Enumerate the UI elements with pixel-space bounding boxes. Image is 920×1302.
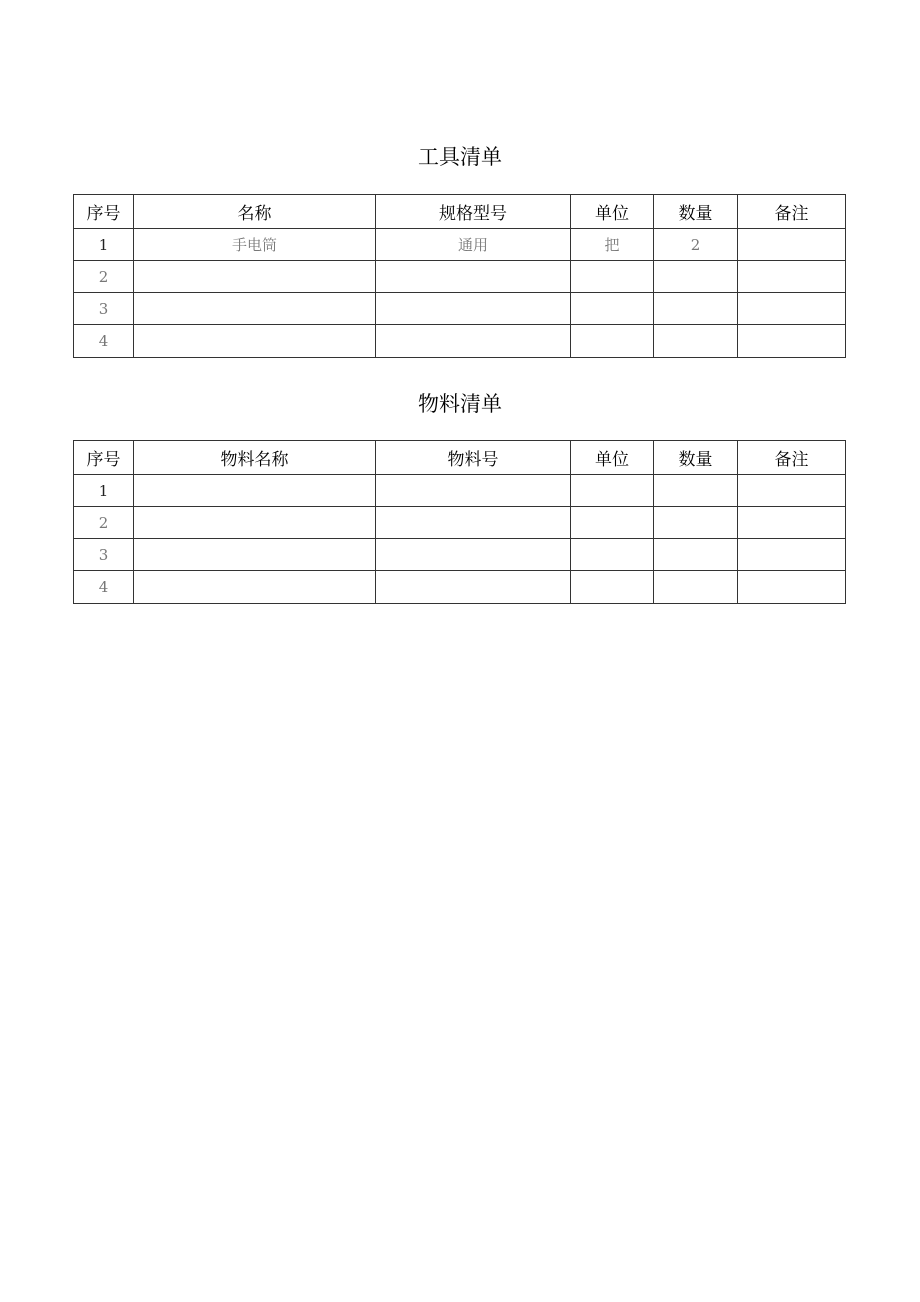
cell-remark <box>738 539 846 571</box>
cell-material-number <box>376 475 571 507</box>
cell-remark <box>738 507 846 539</box>
cell-unit <box>571 571 654 604</box>
header-cell-index: 序号 <box>74 195 134 229</box>
cell-spec: 通用 <box>376 229 571 261</box>
cell-quantity <box>654 475 738 507</box>
header-cell-remark: 备注 <box>738 195 846 229</box>
cell-quantity <box>654 507 738 539</box>
cell-quantity <box>654 571 738 604</box>
cell-spec <box>376 293 571 325</box>
header-cell-unit: 单位 <box>571 441 654 475</box>
cell-remark <box>738 261 846 293</box>
cell-name <box>134 261 376 293</box>
cell-remark <box>738 325 846 358</box>
cell-remark <box>738 571 846 604</box>
cell-quantity <box>654 539 738 571</box>
cell-quantity <box>654 325 738 358</box>
cell-material-number <box>376 507 571 539</box>
cell-index: 1 <box>74 475 134 507</box>
cell-index: 2 <box>74 261 134 293</box>
cell-index: 4 <box>74 571 134 604</box>
header-cell-material-name: 物料名称 <box>134 441 376 475</box>
table-row <box>74 229 846 261</box>
cell-unit: 把 <box>571 229 654 261</box>
cell-material-name <box>134 539 376 571</box>
cell-index: 3 <box>74 539 134 571</box>
cell-index: 2 <box>74 507 134 539</box>
cell-material-number <box>376 539 571 571</box>
table-row <box>74 571 846 604</box>
cell-material-name <box>134 571 376 604</box>
materials-list-title: 物料清单 <box>418 392 502 416</box>
cell-name <box>134 293 376 325</box>
cell-material-name <box>134 507 376 539</box>
cell-spec <box>376 261 571 293</box>
table-row <box>74 475 846 507</box>
cell-remark <box>738 475 846 507</box>
cell-quantity <box>654 261 738 293</box>
table-row <box>74 293 846 325</box>
cell-unit <box>571 507 654 539</box>
cell-index: 3 <box>74 293 134 325</box>
cell-quantity: 2 <box>654 229 738 261</box>
materials-table <box>73 440 846 604</box>
cell-unit <box>571 293 654 325</box>
table-row <box>74 539 846 571</box>
cell-unit <box>571 261 654 293</box>
table-header-row <box>74 441 846 475</box>
cell-index: 4 <box>74 325 134 358</box>
header-cell-unit: 单位 <box>571 195 654 229</box>
cell-unit <box>571 539 654 571</box>
cell-name: 手电筒 <box>134 229 376 261</box>
cell-name <box>134 325 376 358</box>
table-row <box>74 507 846 539</box>
header-cell-quantity: 数量 <box>654 441 738 475</box>
header-cell-quantity: 数量 <box>654 195 738 229</box>
tools-table <box>73 194 846 358</box>
cell-unit <box>571 325 654 358</box>
cell-unit <box>571 475 654 507</box>
header-cell-spec: 规格型号 <box>376 195 571 229</box>
table-row <box>74 261 846 293</box>
table-row <box>74 325 846 358</box>
header-cell-index: 序号 <box>74 441 134 475</box>
header-cell-material-number: 物料号 <box>376 441 571 475</box>
table-header-row <box>74 195 846 229</box>
cell-quantity <box>654 293 738 325</box>
cell-material-number <box>376 571 571 604</box>
cell-spec <box>376 325 571 358</box>
header-cell-name: 名称 <box>134 195 376 229</box>
tools-list-title: 工具清单 <box>418 145 502 169</box>
cell-index: 1 <box>74 229 134 261</box>
header-cell-remark: 备注 <box>738 441 846 475</box>
cell-material-name <box>134 475 376 507</box>
cell-remark <box>738 293 846 325</box>
cell-remark <box>738 229 846 261</box>
